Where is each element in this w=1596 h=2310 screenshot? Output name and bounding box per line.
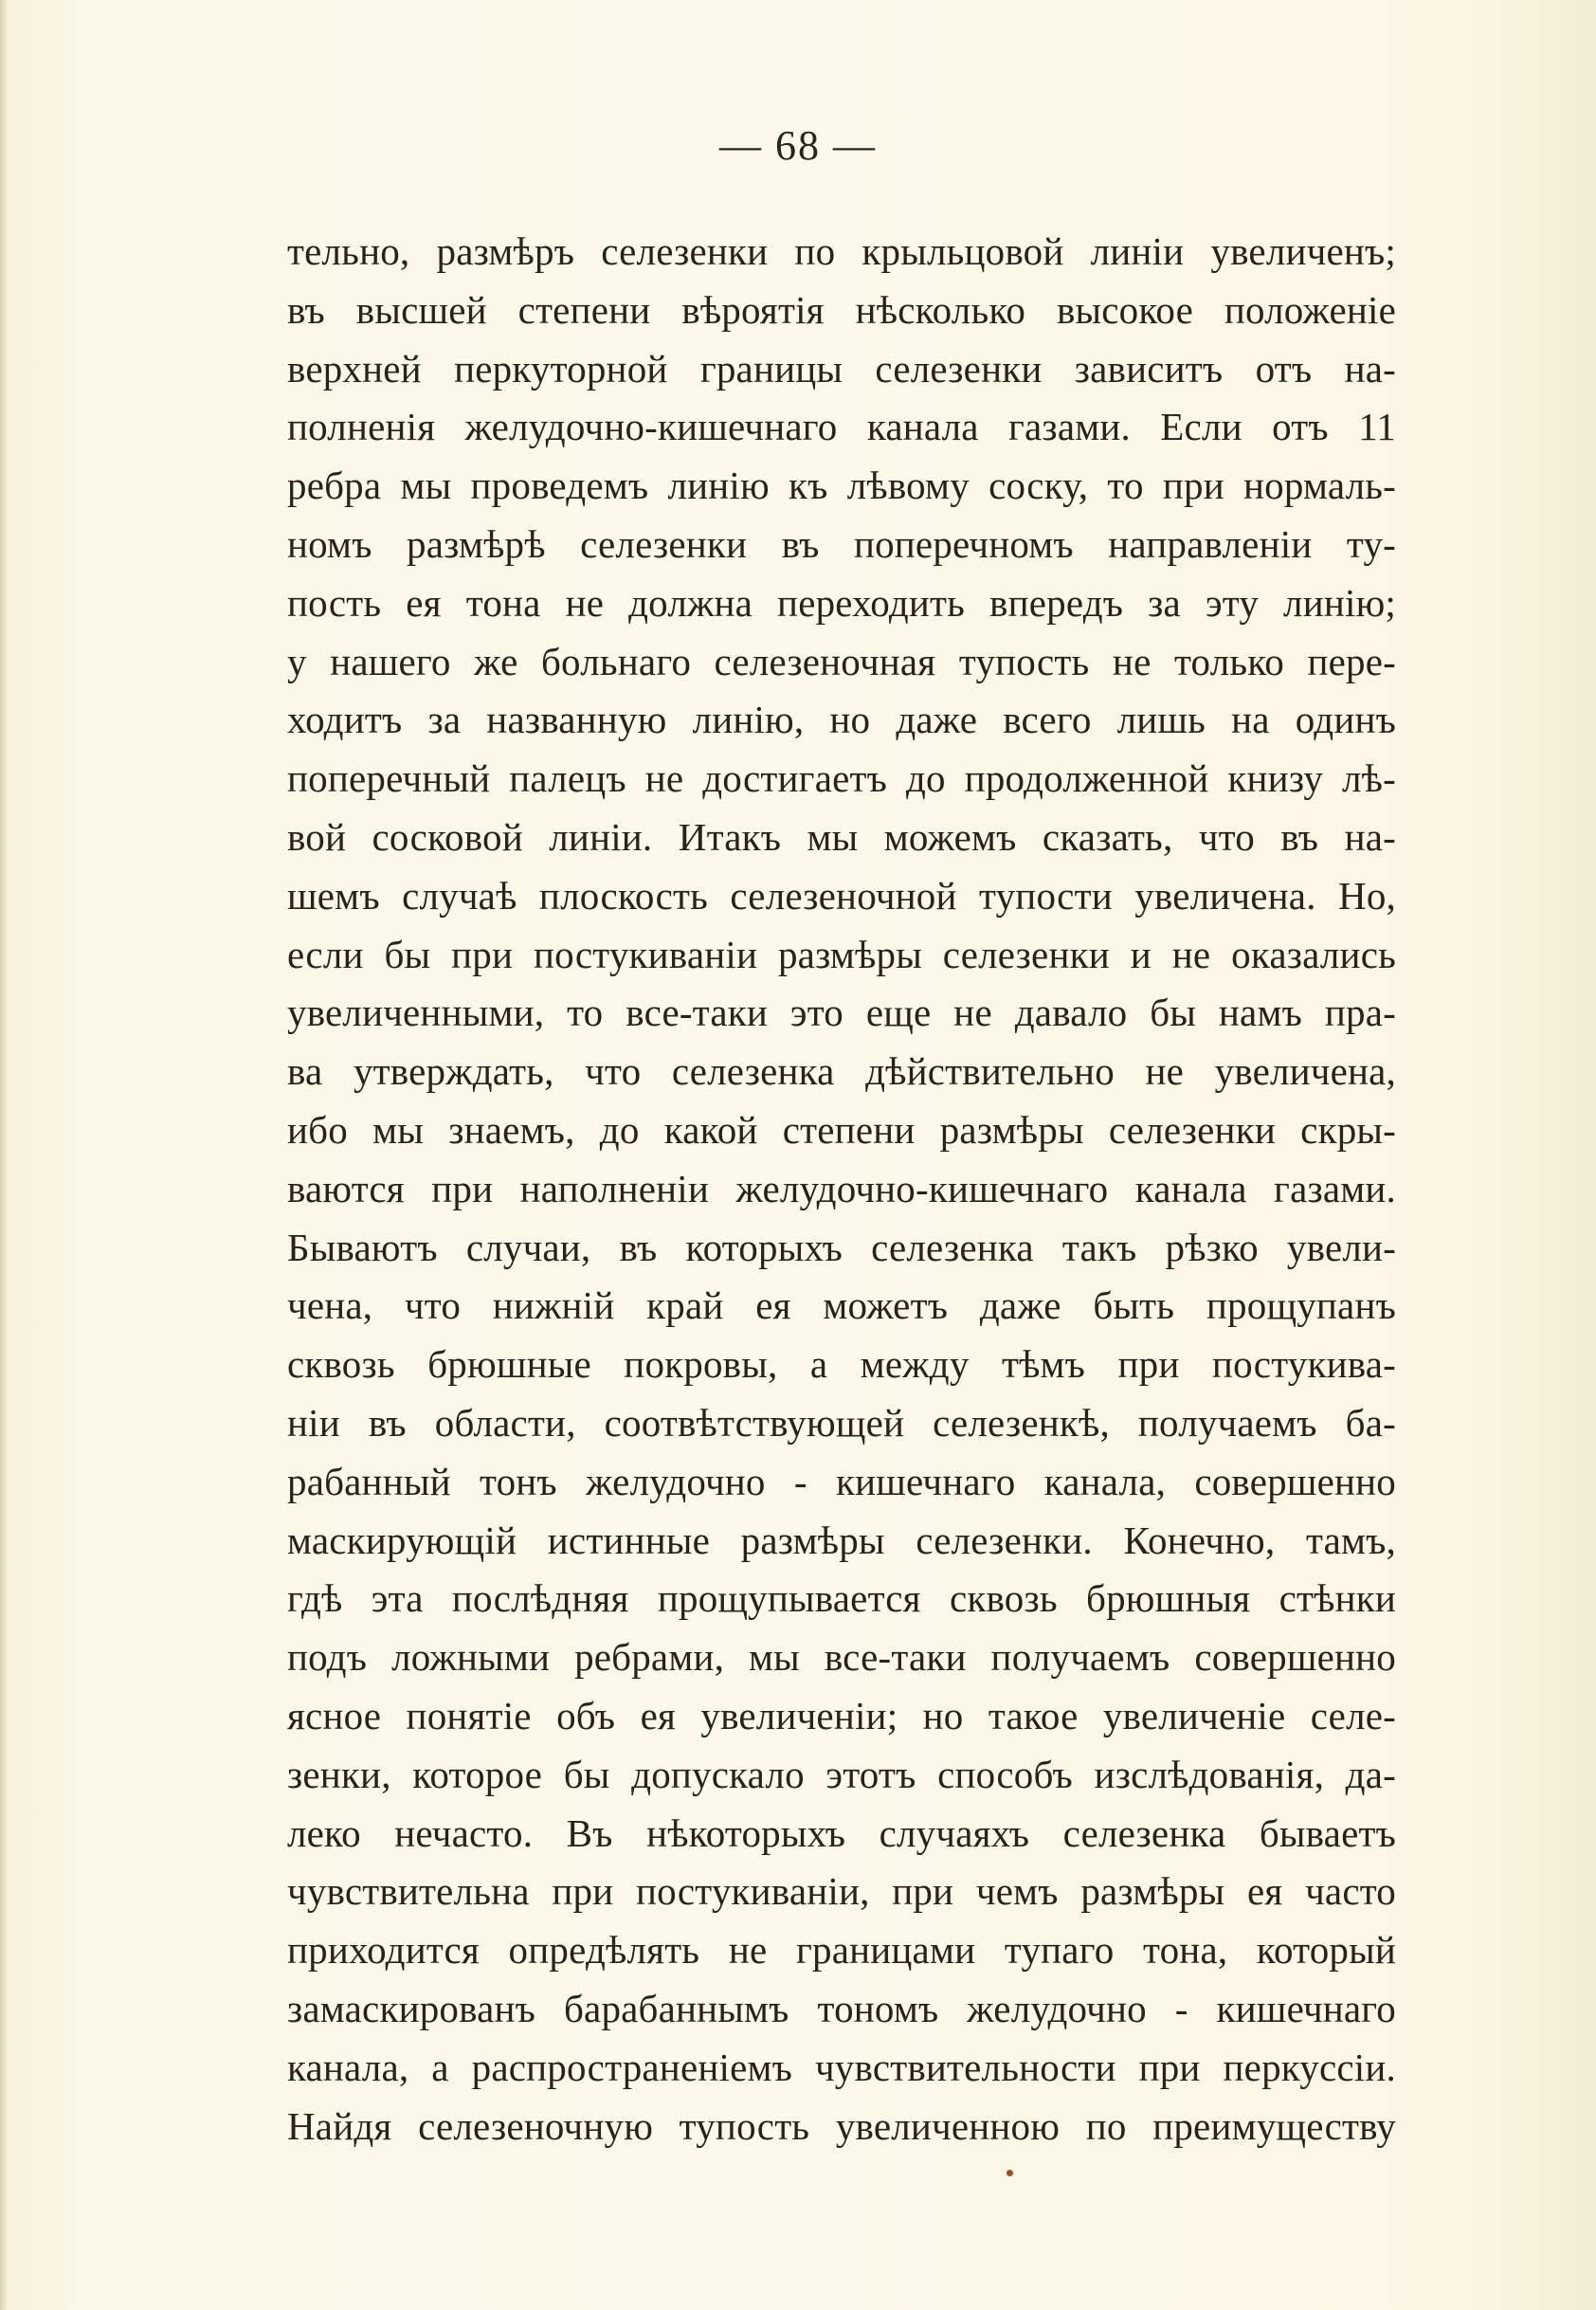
text-line: чувствительна при постукиваніи, при чемъ размѣры ея часто — [287, 1869, 1396, 1914]
text-line: подъ ложными ребрами, мы все-таки получаемъ совершенно — [287, 1635, 1396, 1680]
text-line: приходится опредѣлять не границами тупаго тона, который — [287, 1928, 1396, 1973]
text-line: ибо мы знаемъ, до какой степени размѣры селезенки скры- — [287, 1107, 1396, 1152]
text-line: номъ размѣрѣ селезенки въ поперечномъ направленіи ту- — [287, 521, 1396, 566]
text-line: ясное понятіе объ ея увеличеніи; но такое увеличеніе селе- — [287, 1693, 1396, 1737]
text-line: ребра мы проведемъ линію къ лѣвому соску, то при нормаль- — [287, 464, 1396, 508]
text-line: полненія желудочно-кишечнаго канала газами. Если отъ 11 — [287, 405, 1396, 449]
text-line: тельно, размѣръ селезенки по крыльцовой линіи увеличенъ; — [287, 229, 1396, 273]
text-line: чена, что нижній край ея можетъ даже быть прощупанъ — [287, 1283, 1396, 1328]
text-line: вой сосковой линіи. Итакъ мы можемъ сказать, что въ на- — [287, 814, 1396, 859]
text-line: въ высшей степени вѣроятія нѣсколько высокое положеніе — [287, 287, 1396, 332]
text-line: ва утверждать, что селезенка дѣйствительно не увеличена, — [287, 1049, 1396, 1094]
text-line: Найдя селезеночную тупость увеличенною по преимуществу — [287, 2103, 1396, 2148]
text-line: верхней перкуторной границы селезенки зависитъ отъ на- — [287, 346, 1396, 391]
page-number: — 68 — — [719, 122, 877, 169]
text-line: леко нечасто. Въ нѣкоторыхъ случаяхъ селезенка бываетъ — [287, 1810, 1396, 1855]
text-line: зенки, которое бы допускало этотъ способъ изслѣдованія, да- — [287, 1752, 1396, 1796]
body-text — [287, 223, 1396, 2155]
text-line: гдѣ эта послѣдняя прощупывается сквозь брюшныя стѣнки — [287, 1576, 1396, 1621]
text-line: ваются при наполненіи желудочно-кишечнаго канала газами. — [287, 1166, 1396, 1210]
page-edge-shadow — [0, 0, 8, 2310]
text-line: рабанный тонъ желудочно - кишечнаго канала, совершенно — [287, 1459, 1396, 1503]
text-line: увеличенными, то все-таки это еще не давало бы намъ пра- — [287, 991, 1396, 1035]
text-line: сквозь брюшные покровы, а между тѣмъ при постукива- — [287, 1342, 1396, 1387]
text-line: замаскированъ барабаннымъ тономъ желудочно - кишечнаго — [287, 1986, 1396, 2030]
text-line: поперечный палецъ не достигаетъ до продолженной книзу лѣ- — [287, 756, 1396, 801]
text-line: ходитъ за названную линію, но даже всего лишь на одинъ — [287, 698, 1396, 742]
text-line: если бы при постукиваніи размѣры селезенки и не оказались — [287, 932, 1396, 976]
ink-speck — [1007, 2170, 1013, 2176]
text-line: Бываютъ случаи, въ которыхъ селезенка такъ рѣзко увели- — [287, 1225, 1396, 1269]
text-line: канала, а распространеніемъ чувствительности при перкуссіи. — [287, 2045, 1396, 2089]
text-line: пость ея тона не должна переходить впередъ за эту линію; — [287, 580, 1396, 625]
text-line: ніи въ области, соотвѣтствующей селезенкѣ, получаемъ ба- — [287, 1400, 1396, 1445]
text-line: шемъ случаѣ плоскость селезеночной тупости увеличена. Но, — [287, 873, 1396, 918]
text-line: маскирующій истинные размѣры селезенки. Конечно, тамъ, — [287, 1518, 1396, 1562]
text-line: у нашего же больнаго селезеночная тупость не только пере- — [287, 639, 1396, 683]
